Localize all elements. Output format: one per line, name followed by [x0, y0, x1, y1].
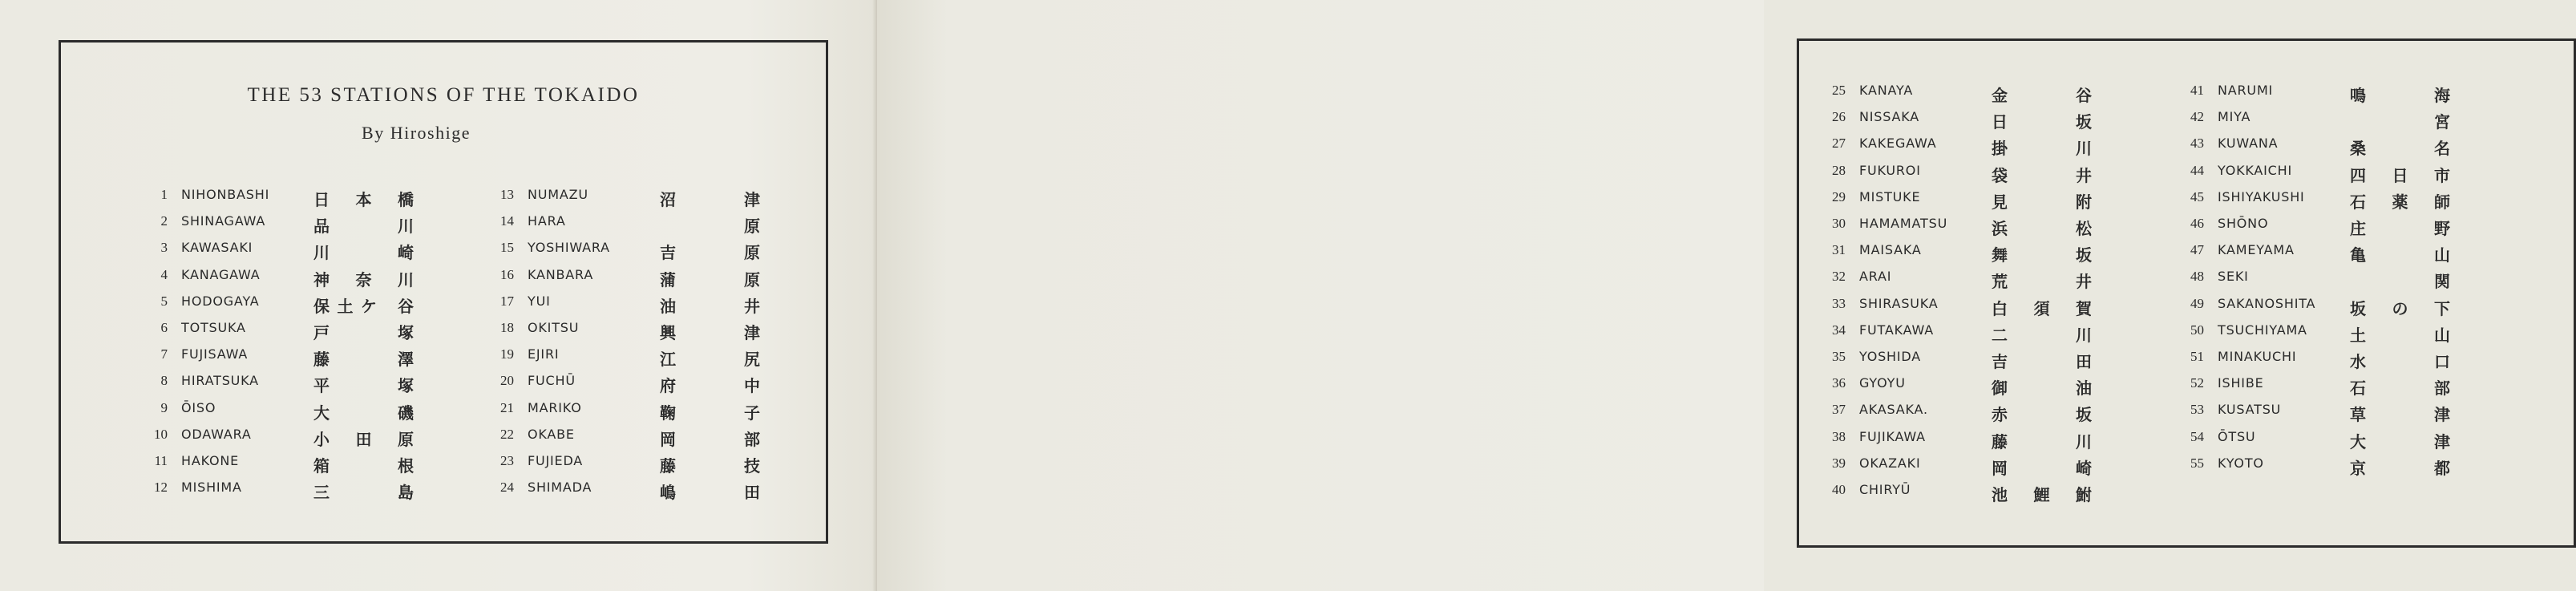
station-kanji: 石 薬 師 [2350, 192, 2450, 212]
station-row [1807, 242, 2112, 265]
station-row [1807, 455, 2112, 478]
station-row [129, 400, 434, 423]
station-kanji: 品 川 [313, 217, 414, 237]
station-row [1807, 296, 2112, 318]
station-kanji: 府 中 [660, 376, 760, 396]
station-romaji: SHŌNO [2218, 216, 2269, 231]
station-romaji: AKASAKA. [1859, 402, 1928, 418]
station-kanji: 二 川 [1992, 325, 2092, 345]
station-row [129, 240, 434, 262]
station-number: 22 [500, 426, 514, 442]
station-kanji: 坂 の 下 [2350, 298, 2450, 318]
station-number: 1 [160, 187, 168, 202]
station-row [1807, 163, 2112, 185]
station-kanji: 浜 松 [1992, 219, 2092, 238]
station-romaji: NIHONBASHI [181, 187, 270, 202]
station-romaji: SEKI [2218, 269, 2249, 285]
station-kanji: 藤 澤 [313, 350, 414, 370]
station-romaji: FUJISAWA [181, 346, 249, 362]
right-page-frame [1797, 38, 2576, 548]
station-number: 7 [160, 346, 168, 362]
station-row [1807, 482, 2112, 504]
station-romaji: ŌTSU [2218, 428, 2256, 444]
station-kanji: 保土ケ 谷 [313, 296, 414, 316]
page-title: THE 53 STATIONS OF THE TOKAIDO [247, 84, 640, 106]
station-number: 3 [160, 240, 168, 256]
station-row [475, 480, 780, 502]
station-number: 31 [1832, 242, 1846, 258]
station-kanji: 赤 坂 [1992, 405, 2092, 425]
station-row [2166, 109, 2470, 132]
station-romaji: MIYA [2218, 109, 2251, 125]
station-romaji: OKITSU [528, 320, 580, 335]
station-kanji: 舞 坂 [1992, 245, 2092, 265]
station-row [2166, 429, 2470, 451]
station-row [1807, 109, 2112, 132]
station-number: 54 [2190, 428, 2204, 444]
left-page-frame [59, 40, 828, 544]
station-kanji: 関 [2434, 272, 2450, 292]
station-number: 49 [2190, 295, 2204, 311]
station-number: 43 [2190, 136, 2204, 152]
station-number: 33 [1832, 295, 1846, 311]
station-kanji: 水 口 [2350, 352, 2450, 371]
station-kanji: 金 谷 [1992, 86, 2092, 105]
station-romaji: YOSHIDA [1859, 349, 1921, 364]
station-row [475, 373, 780, 395]
station-romaji: SAKANOSHITA [2218, 295, 2316, 311]
station-row [129, 293, 434, 316]
station-row [1807, 269, 2112, 291]
station-row [2166, 242, 2470, 265]
station-number: 41 [2190, 83, 2204, 98]
station-row [129, 373, 434, 395]
station-number: 42 [2190, 109, 2204, 125]
station-romaji: SHINAGAWA [181, 213, 266, 229]
station-kanji: 油 井 [660, 296, 760, 316]
station-row [1807, 216, 2112, 238]
station-romaji: HIRATSUKA [181, 373, 259, 389]
station-row [1807, 375, 2112, 398]
station-row [129, 480, 434, 502]
station-row [475, 453, 780, 476]
station-romaji: OKABE [528, 426, 575, 442]
station-romaji: MARIKO [528, 399, 582, 415]
station-number: 12 [154, 480, 168, 496]
station-number: 21 [500, 399, 514, 415]
station-number: 47 [2190, 242, 2204, 258]
station-row [129, 187, 434, 209]
station-row [475, 240, 780, 262]
station-romaji: SHIMADA [528, 480, 592, 496]
station-row [2166, 455, 2470, 478]
station-number: 20 [500, 373, 514, 389]
station-number: 50 [2190, 322, 2204, 338]
station-row [129, 320, 434, 342]
station-kanji: 鞠 子 [660, 403, 760, 423]
station-romaji: HAKONE [181, 453, 240, 468]
station-number: 45 [2190, 188, 2204, 204]
station-kanji: 亀 山 [2350, 245, 2450, 265]
station-kanji: 原 [744, 217, 760, 237]
station-romaji: KAMEYAMA [2218, 242, 2295, 258]
station-kanji: 興 津 [660, 323, 760, 342]
station-romaji: NISSAKA [1859, 109, 1919, 125]
station-number: 32 [1832, 269, 1846, 285]
station-kanji: 鳴 海 [2350, 86, 2450, 105]
station-romaji: KUWANA [2218, 136, 2279, 152]
station-kanji: 大 磯 [313, 403, 414, 423]
station-number: 23 [500, 453, 514, 468]
station-row [1807, 83, 2112, 105]
station-row [475, 187, 780, 209]
station-number: 36 [1832, 375, 1846, 391]
station-kanji: 袋 井 [1992, 165, 2092, 185]
station-number: 13 [500, 187, 514, 202]
station-row [129, 213, 434, 236]
station-kanji: 沼 津 [660, 190, 760, 209]
right-page [877, 0, 2450, 591]
station-number: 25 [1832, 83, 1846, 98]
station-kanji: 桑 名 [2350, 139, 2450, 159]
station-row [475, 293, 780, 316]
station-number: 30 [1832, 216, 1846, 231]
station-row [2166, 322, 2470, 345]
station-kanji: 御 油 [1992, 378, 2092, 399]
station-kanji: 池 鯉 鮒 [1992, 485, 2092, 504]
station-row [475, 213, 780, 236]
station-row [129, 267, 434, 289]
station-romaji: KAKEGAWA [1859, 136, 1937, 152]
station-kanji: 宮 [2434, 112, 2450, 132]
station-number: 29 [1832, 188, 1846, 204]
station-number: 6 [160, 320, 168, 335]
station-kanji: 白 須 賀 [1992, 298, 2092, 318]
station-row [129, 346, 434, 369]
station-kanji: 箱 根 [313, 456, 414, 476]
station-number: 53 [2190, 402, 2204, 418]
station-romaji: KANAGAWA [181, 266, 261, 282]
station-number: 40 [1832, 482, 1846, 497]
station-kanji: 神 奈 川 [313, 269, 414, 289]
station-number: 2 [160, 213, 168, 229]
station-number: 18 [500, 320, 514, 335]
station-row [2166, 269, 2470, 291]
station-romaji: YUI [528, 293, 551, 309]
station-row [1807, 402, 2112, 424]
station-row [475, 400, 780, 423]
station-kanji: 土 山 [2350, 325, 2450, 345]
station-row [2166, 189, 2470, 212]
station-number: 28 [1832, 162, 1846, 178]
station-number: 37 [1832, 402, 1846, 418]
station-romaji: FUJIEDA [528, 453, 584, 468]
station-row [1807, 189, 2112, 212]
station-number: 17 [500, 293, 514, 309]
station-romaji: MISHIMA [181, 480, 242, 496]
station-row [475, 320, 780, 342]
station-number: 8 [160, 373, 168, 389]
station-number: 51 [2190, 349, 2204, 364]
station-romaji: GYOYU [1859, 375, 1906, 391]
station-row [1807, 136, 2112, 158]
station-number: 46 [2190, 216, 2204, 231]
station-kanji: 藤 技 [660, 456, 760, 476]
station-romaji: TSUCHIYAMA [2218, 322, 2307, 338]
station-romaji: SHIRASUKA [1859, 295, 1939, 311]
station-kanji: 掛 川 [1992, 139, 2092, 159]
station-romaji: FUJIKAWA [1859, 428, 1926, 444]
station-kanji: 庄 野 [2350, 219, 2450, 238]
station-row [475, 346, 780, 369]
station-row [1807, 322, 2112, 345]
station-number: 19 [500, 346, 514, 362]
station-row [2166, 216, 2470, 238]
station-romaji: FUTAKAWA [1859, 322, 1934, 338]
station-kanji: 吉 原 [660, 243, 760, 263]
station-romaji: MAISAKA [1859, 242, 1922, 258]
station-romaji: NUMAZU [528, 187, 588, 202]
station-number: 14 [500, 213, 514, 229]
left-page [0, 0, 877, 591]
station-number: 38 [1832, 428, 1846, 444]
station-row [1807, 349, 2112, 371]
station-number: 16 [500, 266, 514, 282]
station-romaji: ISHIYAKUSHI [2218, 188, 2305, 204]
station-romaji: HODOGAYA [181, 293, 260, 309]
station-column-2 [475, 187, 780, 540]
station-romaji: ŌISO [181, 399, 216, 415]
station-romaji: FUKUROI [1859, 162, 1921, 178]
station-kanji: 草 津 [2350, 405, 2450, 425]
station-romaji: ODAWARA [181, 426, 252, 442]
station-kanji: 小 田 原 [313, 429, 414, 449]
station-kanji: 日 坂 [1992, 112, 2092, 132]
station-column-1 [129, 187, 434, 540]
station-row [2166, 375, 2470, 398]
station-number: 55 [2190, 455, 2204, 471]
station-number: 5 [160, 293, 168, 309]
station-romaji: TOTSUKA [181, 320, 246, 335]
station-number: 15 [500, 240, 514, 256]
station-romaji: KYOTO [2218, 455, 2264, 471]
station-romaji: MINAKUCHI [2218, 349, 2297, 364]
station-row [475, 427, 780, 449]
station-kanji: 四 日 市 [2350, 165, 2450, 185]
station-kanji: 江 尻 [660, 350, 760, 370]
station-romaji: OKAZAKI [1859, 455, 1921, 471]
station-row [2166, 136, 2470, 158]
station-number: 35 [1832, 349, 1846, 364]
station-number: 26 [1832, 109, 1846, 125]
station-kanji: 嶋 田 [660, 483, 760, 503]
station-romaji: CHIRYŪ [1859, 482, 1911, 497]
station-romaji: ISHIBE [2218, 375, 2264, 391]
station-kanji: 日 本 橋 [313, 190, 414, 209]
station-column-3 [1807, 83, 2112, 532]
station-row [475, 267, 780, 289]
station-number: 9 [160, 399, 168, 415]
station-kanji: 荒 井 [1992, 272, 2092, 292]
station-romaji: KUSATSU [2218, 402, 2282, 418]
station-kanji: 戸 塚 [313, 323, 414, 342]
station-number: 44 [2190, 162, 2204, 178]
station-kanji: 三 島 [313, 483, 414, 503]
station-number: 24 [500, 480, 514, 496]
station-kanji: 京 都 [2350, 458, 2450, 478]
station-romaji: NARUMI [2218, 83, 2274, 98]
station-romaji: KANBARA [528, 266, 594, 282]
station-number: 52 [2190, 375, 2204, 391]
station-number: 10 [154, 426, 168, 442]
station-romaji: EJIRI [528, 346, 560, 362]
station-number: 48 [2190, 269, 2204, 285]
station-kanji: 岡 部 [660, 429, 760, 449]
station-romaji: HAMAMATSU [1859, 216, 1948, 231]
station-number: 34 [1832, 322, 1846, 338]
station-row [2166, 83, 2470, 105]
station-number: 4 [160, 266, 168, 282]
station-kanji: 大 津 [2350, 431, 2450, 451]
station-romaji: MISTUKE [1859, 188, 1921, 204]
station-number: 11 [154, 453, 168, 468]
station-row [129, 427, 434, 449]
station-romaji: FUCHŪ [528, 373, 576, 389]
station-row [2166, 163, 2470, 185]
station-romaji: KANAYA [1859, 83, 1914, 98]
station-row [2166, 402, 2470, 424]
station-romaji: YOSHIWARA [528, 240, 610, 256]
station-row [2166, 296, 2470, 318]
page-subtitle: By Hiroshige [362, 123, 471, 143]
station-kanji: 藤 川 [1992, 431, 2092, 451]
station-kanji: 平 塚 [313, 376, 414, 396]
station-number: 39 [1832, 455, 1846, 471]
station-kanji: 吉 田 [1992, 352, 2092, 371]
station-romaji: YOKKAICHI [2218, 162, 2292, 178]
station-row [1807, 429, 2112, 451]
station-row [129, 453, 434, 476]
station-romaji: KAWASAKI [181, 240, 253, 256]
station-row [2166, 349, 2470, 371]
station-kanji: 蒲 原 [660, 269, 760, 289]
station-column-4 [2166, 83, 2470, 532]
station-kanji: 岡 崎 [1992, 458, 2092, 478]
station-kanji: 川 崎 [313, 243, 414, 263]
station-number: 27 [1832, 136, 1846, 152]
station-kanji: 石 部 [2350, 378, 2450, 399]
station-romaji: HARA [528, 213, 566, 229]
station-kanji: 見 附 [1992, 192, 2092, 212]
station-romaji: ARAI [1859, 269, 1892, 285]
